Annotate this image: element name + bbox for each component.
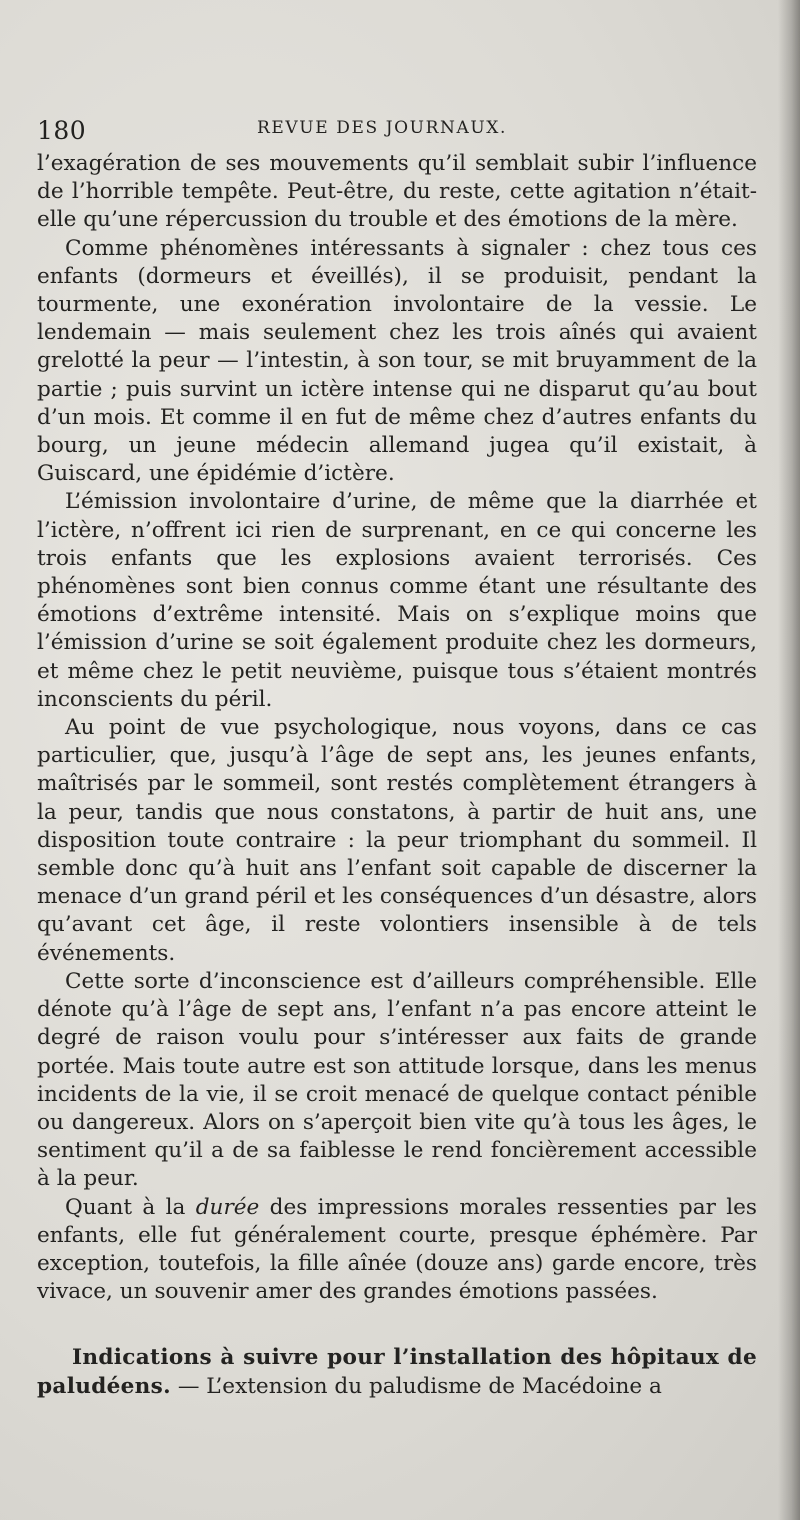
section-text: — L’extension du paludisme de Macédoine a (170, 1373, 662, 1399)
paragraph-continued: l’exagération de ses mouvements qu’il semblait subir l’influence de l’horrible tempête. Peut-être, du reste, cette agitation n’était-elle qu’une répercussion du trouble et des émotions de la mère. (37, 151, 757, 233)
paragraph-text-after: des impressions morales ressenties par les enfants, elle fut généralement courte, presque éphémère. Par exception, toutefois, la fille aînée (douze ans) garde encore, très vivace, un souvenir amer des grandes émotions passées. (37, 1194, 757, 1305)
paragraph: Cette sorte d’inconscience est d’ailleurs compréhensible. Elle dénote qu’à l’âge de sept ans, l’enfant n’a pas encore atteint le degré de raison voulu pour s’intéresser aux faits de grande portée. Mais toute autre est son attitude lorsque, dans les menus incidents de la vie, il se croit menacé de quelque contact pénible ou dangereux. Alors on s’aperçoit bien vite qu’à tous les âges, le sentiment qu’il a de sa faiblesse le rend foncièrement accessible à la peur. (37, 968, 757, 1192)
paragraph: Comme phénomènes intéressants à signaler : chez tous ces enfants (dormeurs et éveillés), il se produisit, pendant la tourmente, une exonération involontaire de la vessie. Le lendemain — mais seulement chez les trois aînés qui avaient grelotté la peur — l’intestin, à son tour, se mit bruyamment de la partie ; puis survint un ictère intense qui ne disparut qu’au bout d’un mois. Et comme il en fut de même chez d’autres enfants du bourg, un jeune médecin allemand jugea qu’il existait, à Guiscard, une épidémie d’ictère. (37, 235, 757, 487)
paragraph (37, 1194, 757, 1307)
paragraph: L’émission involontaire d’urine, de même que la diarrhée et l’ictère, n’offrent ici rien de surprenant, en ce qui concerne les trois enfants que les explosions avaient terrorisés. Ces phénomènes sont bien connus comme étant une résultante des émotions d’extrême intensité. Mais on s’explique moins que l’émission d’urine se soit également produite chez les dormeurs, et même chez le petit neuvième, puisque tous s’étaient montrés inconscients du péril. (37, 489, 757, 712)
paragraph-text-before: Quant à la (65, 1194, 196, 1220)
new-section (37, 1344, 757, 1400)
section-spacer (37, 1306, 757, 1344)
emphasized-term: durée (195, 1194, 260, 1220)
article-body (37, 150, 757, 1401)
page-number: 180 (37, 116, 87, 145)
section-heading: Indications à suivre pour l’installation des hôpitaux de paludéens. (37, 1345, 757, 1399)
running-header (37, 110, 757, 150)
book-page (37, 110, 757, 1401)
running-title: REVUE DES JOURNAUX. (257, 118, 507, 138)
page-edge-shadow (778, 0, 800, 1520)
paragraph: Au point de vue psychologique, nous voyons, dans ce cas particulier, que, jusqu’à l’âge de sept ans, les jeunes enfants, maîtrisés par le sommeil, sont restés complètement étrangers à la peur, tandis que nous constatons, à partir de huit ans, une disposition toute contraire : la peur triomphant du sommeil. Il semble donc qu’à huit ans l’enfant soit capable de discerner la menace d’un grand péril et les conséquences d’un désastre, alors qu’avant cet âge, il reste volontiers insensible à de tels événements. (37, 715, 757, 966)
